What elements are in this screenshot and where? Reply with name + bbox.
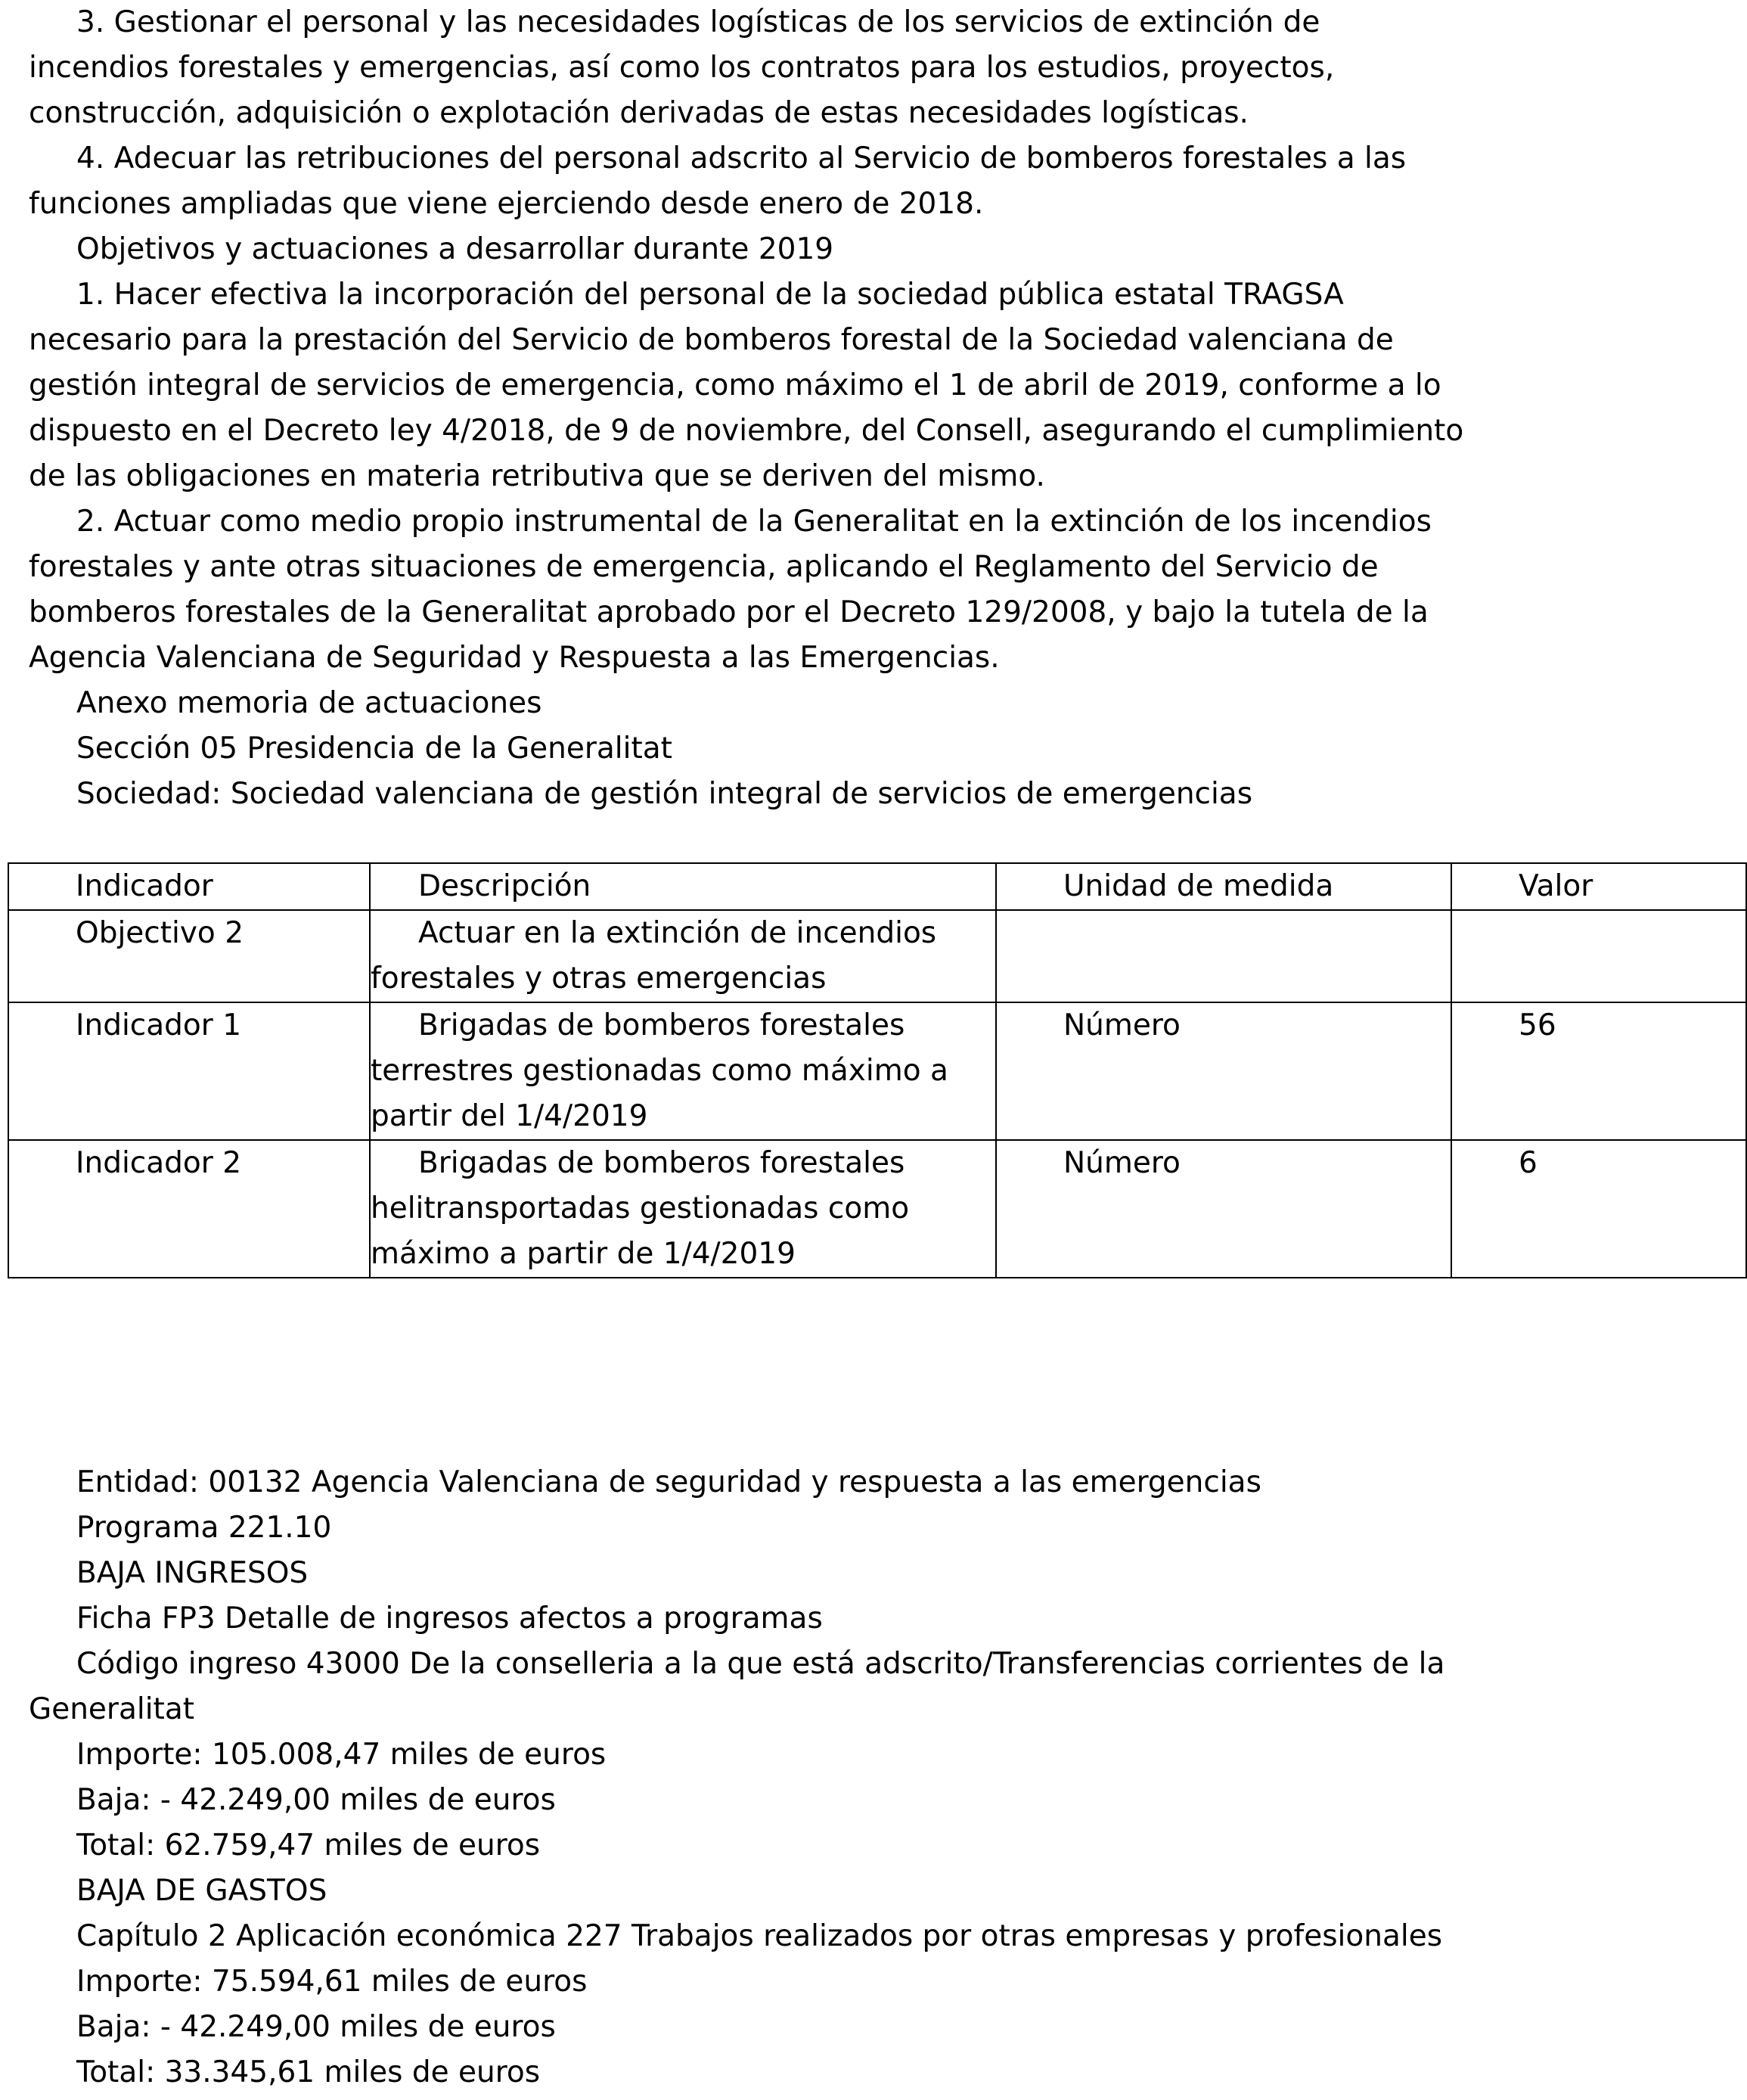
cell-valor: 6 [1451,1140,1746,1278]
expense-amount-line: Importe: 75.594,61 miles de euros [76,1965,588,1999]
cell-descripcion [370,1140,996,1278]
header-valor: Valor [1451,863,1746,910]
table-row [8,910,1746,1002]
income-code-line: Código ingreso 43000 De la conselleria a la que está adscrito/Transferencias corrientes de la Generalitat [29,1647,1445,1726]
income-reduction-heading: BAJA INGRESOS [76,1556,309,1590]
document-page [29,0,1466,817]
cell-descripcion-text: Brigadas de bomberos forestales helitransportadas gestionadas como máximo a partir de 1/4/2019 [371,1146,910,1271]
paragraph-item-4: 4. Adecuar las retribuciones del personal adscrito al Servicio de bomberos forestales a las funciones ampliadas que viene ejerciendo desde enero de 2018. [29,141,1407,221]
header-unidad: Unidad de medida [996,863,1451,910]
header-indicador: Indicador [8,863,370,910]
cell-unidad: Número [996,1002,1451,1140]
cell-valor: 56 [1451,1002,1746,1140]
cell-descripcion [370,910,996,1002]
entity-line: Entidad: 00132 Agencia Valenciana de seguridad y respuesta a las emergencias [76,1465,1261,1499]
table-row [8,1140,1746,1278]
record-line: Ficha FP3 Detalle de ingresos afectos a programas [76,1601,823,1636]
income-amount-line: Importe: 105.008,47 miles de euros [76,1738,607,1772]
cell-valor [1451,910,1746,1002]
header-descripcion [370,863,996,910]
cell-unidad [996,910,1451,1002]
cell-descripcion-text: Actuar en la extinción de incendios forestales y otras emergencias [371,916,937,996]
cell-indicador: Indicador 1 [8,1002,370,1140]
closing-section [29,1460,1466,2095]
cell-descripcion [370,1002,996,1140]
cell-descripcion-text: Brigadas de bomberos forestales terrestres gestionadas como máximo a partir del 1/4/2019 [371,1008,948,1133]
indicators-table [8,862,1747,1278]
section-label: Sección 05 Presidencia de la Generalitat [76,732,672,766]
paragraph-objective-2: 2. Actuar como medio propio instrumental de la Generalitat en la extinción de los incendios forestales y ante otras situaciones de emergencia, aplicando el Reglamento del Servicio de bomberos forestales de la Generalitat aprobado por el Decreto 129/2008, y bajo la tutela de la Agencia Valenciana de Seguridad y Respuesta a las Emergencias. [29,505,1432,675]
company-label: Sociedad: Sociedad valenciana de gestión integral de servicios de emergencias [76,777,1253,811]
cell-indicador: Indicador 2 [8,1140,370,1278]
header-descripcion-text: Descripción [418,869,591,903]
expense-chapter-line: Capítulo 2 Aplicación económica 227 Trabajos realizados por otras empresas y profesionales [76,1919,1443,1953]
income-total-line: Total: 62.759,47 miles de euros [76,1828,541,1862]
expense-reduction-heading: BAJA DE GASTOS [76,1874,327,1908]
table-row [8,1002,1746,1140]
paragraph-item-3: 3. Gestionar el personal y las necesidades logísticas de los servicios de extinción de incendios forestales y emergencias, así como los contratos para los estudios, proyectos, construcción, adquisición o explotación derivadas de estas necesidades logísticas. [29,5,1335,130]
paragraph-objective-1: 1. Hacer efectiva la incorporación del personal de la sociedad pública estatal TRAGSA necesario para la prestación del Servicio de bomberos forestal de la Sociedad valenciana de gestión integral de servicios de emergencia, como máximo el 1 de abril de 2019, conforme a lo dispuesto en el Decreto ley 4/2018, de 9 de noviembre, del Consell, asegurando el cumplimiento de las obligaciones en materia retributiva que se deriven del mismo. [29,278,1464,493]
expense-reduction-line: Baja: - 42.249,00 miles de euros [76,2010,556,2044]
cell-unidad: Número [996,1140,1451,1278]
cell-indicador: Objectivo 2 [8,910,370,1002]
income-reduction-line: Baja: - 42.249,00 miles de euros [76,1783,556,1817]
section-heading-objectives: Objetivos y actuaciones a desarrollar durante 2019 [76,232,834,266]
annex-heading: Anexo memoria de actuaciones [76,686,542,720]
program-line: Programa 221.10 [76,1511,332,1545]
expense-total-line: Total: 33.345,61 miles de euros [76,2055,541,2089]
table-header-row [8,863,1746,910]
